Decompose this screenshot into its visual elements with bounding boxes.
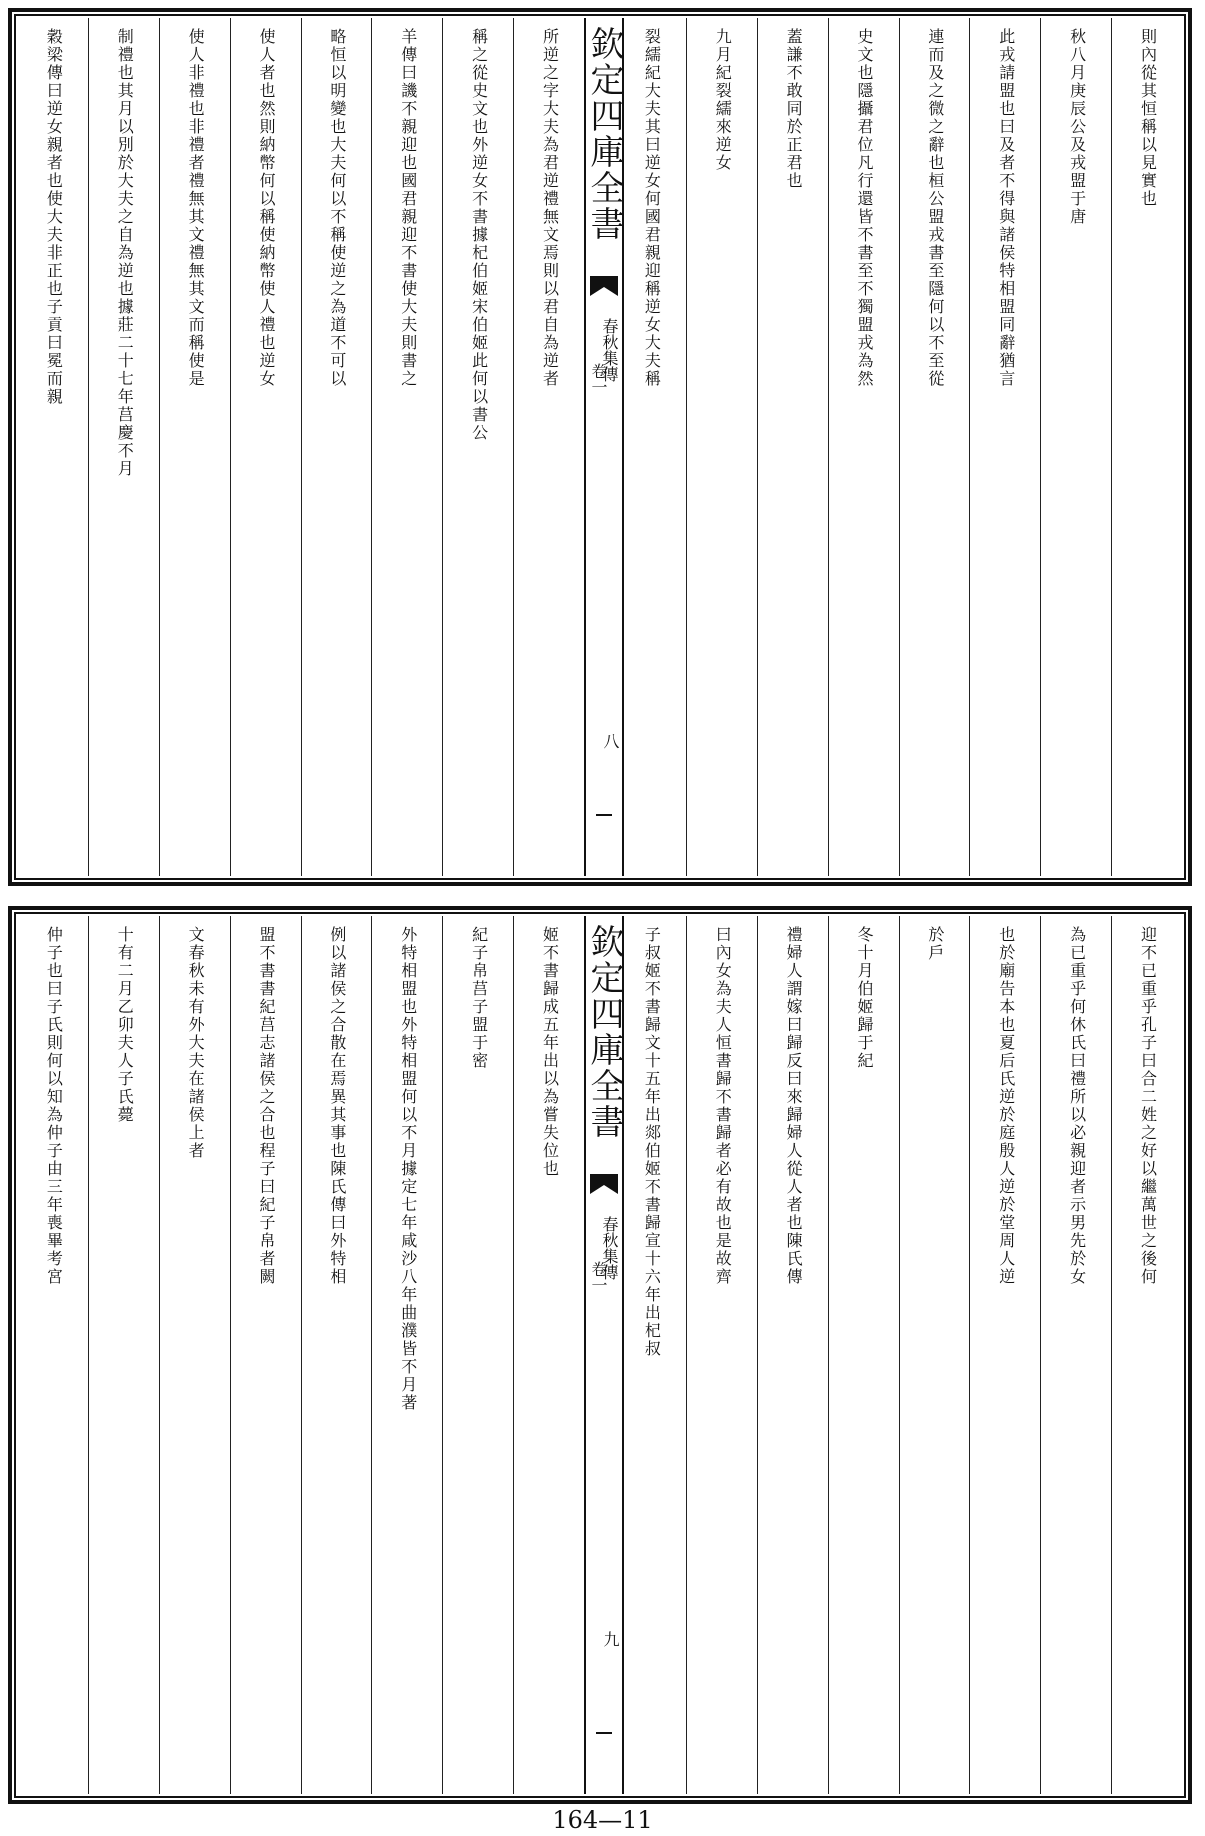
bottom-left-panel <box>18 916 584 1794</box>
text-column <box>18 916 88 1794</box>
text-column <box>230 18 301 876</box>
column-text: 姬不書歸成五年出以為嘗失位也 <box>540 926 560 1178</box>
column-text: 九月紀裂繻來逆女 <box>713 28 733 172</box>
top-center-gutter <box>584 18 624 876</box>
column-text: 也於廟告本也夏后氏逆於庭殷人逆於堂周人逆 <box>996 926 1016 1286</box>
text-column <box>513 916 584 1794</box>
text-column <box>899 18 970 876</box>
text-column <box>301 916 372 1794</box>
gutter-book-title: 春秋集傳 <box>600 318 619 382</box>
text-column <box>899 916 970 1794</box>
text-column <box>1040 18 1111 876</box>
column-text: 仲子也曰子氏則何以知為仲子由三年喪畢考宮 <box>44 926 64 1286</box>
column-text: 使人非禮也非禮者禮無其文禮無其文而稱使是 <box>186 28 206 388</box>
column-text: 制禮也其月以別於大夫之自為逆也據莊二十七年莒慶不月 <box>115 28 135 478</box>
top-left-columns <box>18 18 584 876</box>
gutter-page-number: 八 <box>601 733 620 749</box>
top-page <box>8 8 1192 886</box>
gutter-book-title: 春秋集傳 <box>600 1216 619 1280</box>
text-column <box>159 916 230 1794</box>
text-column <box>616 916 686 1794</box>
gutter-series-title: 欽定四庫全書 <box>584 26 624 242</box>
column-text: 於戶 <box>925 926 945 962</box>
text-column <box>969 18 1040 876</box>
page-footer-number: 164—11 <box>552 1806 653 1834</box>
text-column <box>969 916 1040 1794</box>
column-text: 盟不書書紀莒志諸侯之合也程子曰紀子帛者闕 <box>257 926 276 1286</box>
text-column <box>371 916 442 1794</box>
text-column <box>686 18 757 876</box>
text-column <box>828 18 899 876</box>
text-column <box>757 916 828 1794</box>
text-column <box>371 18 442 876</box>
column-text: 紀子帛莒子盟于密 <box>469 926 489 1070</box>
text-column <box>88 18 159 876</box>
text-column <box>18 18 88 876</box>
text-column <box>686 916 757 1794</box>
text-column <box>230 916 301 1794</box>
text-column <box>159 18 230 876</box>
column-text: 禮婦人謂嫁曰歸反曰來歸婦人從人者也陳氏傳 <box>784 926 804 1286</box>
top-left-panel <box>18 18 584 876</box>
column-text: 蓋謙不敢同於正君也 <box>784 28 804 190</box>
text-column <box>88 916 159 1794</box>
bottom-left-columns <box>18 916 584 1794</box>
column-text: 羊傳曰譏不親迎也國君親迎不書使大夫則書之 <box>398 28 418 388</box>
column-text: 使人者也然則納幣何以稱使納幣使人禮也逆女 <box>257 28 276 388</box>
text-column <box>1111 916 1182 1794</box>
gutter-volume: 卷一 <box>589 1261 608 1293</box>
gutter-volume: 卷一 <box>589 363 608 395</box>
bottom-center-gutter <box>584 916 624 1794</box>
bottom-right-columns <box>616 916 1182 1794</box>
column-text: 穀梁傳曰逆女親者也使大夫非正也子貢曰冕而親 <box>44 28 64 406</box>
column-text: 稱之從史文也外逆女不書據杞伯姬宋伯姬此何以書公 <box>469 28 489 442</box>
column-text: 連而及之微之辭也桓公盟戎書至隱何以不至從 <box>925 28 945 388</box>
column-text: 略恒以明變也大夫何以不稱使逆之為道不可以 <box>327 28 347 388</box>
text-column <box>616 18 686 876</box>
column-text: 所逆之字大夫為君逆禮無文焉則以君自為逆者 <box>540 28 560 388</box>
text-column <box>828 916 899 1794</box>
column-text: 曰內女為夫人恒書歸不書歸者必有故也是故齊 <box>713 926 733 1286</box>
column-text: 例以諸侯之合散在焉異其事也陳氏傳曰外特相 <box>327 926 347 1286</box>
column-text: 外特相盟也外特相盟何以不月據定七年咸沙八年曲濮皆不月著 <box>398 926 418 1412</box>
gutter-page-number: 九 <box>601 1631 620 1647</box>
column-text: 裂繻紀大夫其曰逆女何國君親迎稱逆女大夫稱 <box>642 28 662 388</box>
bottom-right-panel <box>616 916 1182 1794</box>
column-text: 為已重乎何休氏曰禮所以必親迎者示男先於女 <box>1067 926 1087 1286</box>
text-column <box>757 18 828 876</box>
text-column <box>513 18 584 876</box>
text-column <box>442 18 513 876</box>
top-right-columns <box>616 18 1182 876</box>
text-column <box>301 18 372 876</box>
text-column <box>1040 916 1111 1794</box>
text-column <box>1111 18 1182 876</box>
column-text: 冬十月伯姬歸于紀 <box>855 926 874 1070</box>
column-text: 史文也隱攝君位凡行還皆不書至不獨盟戎為然 <box>855 28 874 388</box>
lower-ornament-line <box>596 1732 612 1734</box>
column-text: 十有二月乙卯夫人子氏薨 <box>115 926 135 1124</box>
column-text: 迎不已重乎孔子曰合二姓之好以繼萬世之後何 <box>1138 926 1158 1286</box>
column-text: 子叔姬不書歸文十五年出郯伯姬不書歸宣十六年出杞叔 <box>642 926 662 1358</box>
fish-tail-ornament <box>590 276 618 296</box>
column-text: 秋八月庚辰公及戎盟于唐 <box>1067 28 1087 226</box>
fish-tail-ornament <box>590 1174 618 1194</box>
bottom-page <box>8 906 1192 1804</box>
text-column <box>442 916 513 1794</box>
column-text: 此戎請盟也曰及者不得與諸侯特相盟同辭猶言 <box>996 28 1016 388</box>
column-text: 文春秋未有外大夫在諸侯上者 <box>186 926 206 1160</box>
gutter-series-title: 欽定四庫全書 <box>584 924 624 1140</box>
top-right-panel <box>616 18 1182 876</box>
lower-ornament-line <box>596 814 612 816</box>
column-text: 則內從其恒稱以見實也 <box>1138 28 1158 208</box>
